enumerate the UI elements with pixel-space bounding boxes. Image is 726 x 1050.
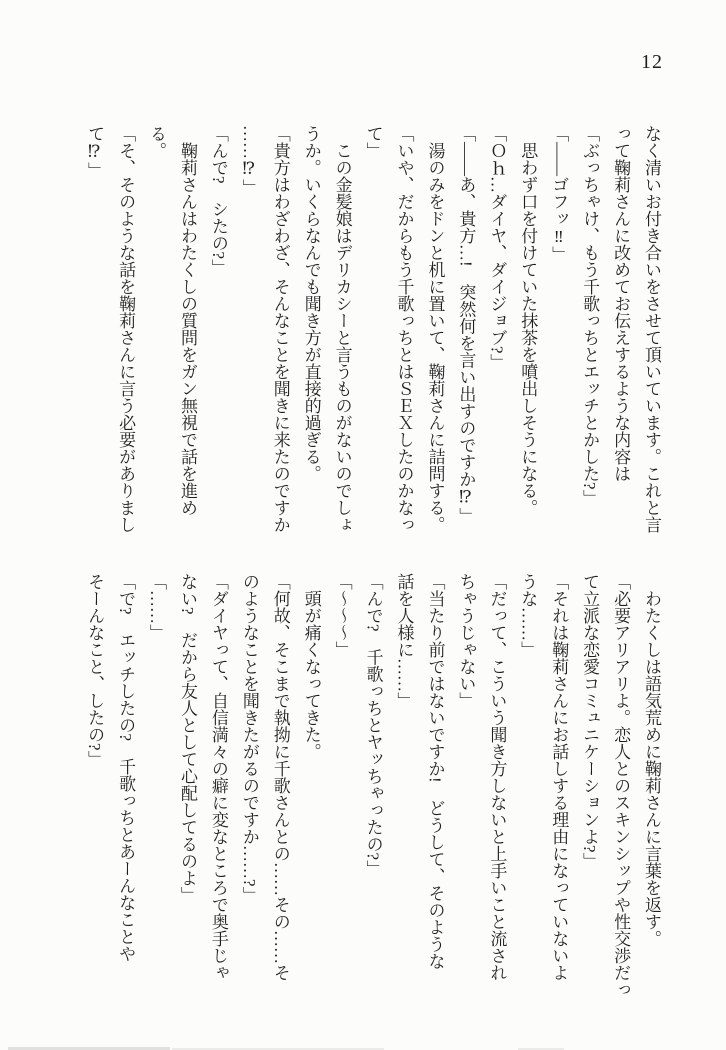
text-line: 鞠莉さんはわたくしの質問をガン無視で話を進め [177, 142, 197, 516]
text-line: 思わず口を付けていた抹茶を噴出しそうになる。 [518, 142, 538, 516]
text-line: なく清いお付き合いをさせて頂いています。これと言 [642, 125, 661, 533]
text-line: 「それは鞠莉さんにお話しする理由になっていないよ [549, 573, 569, 981]
text-line: る。 [147, 125, 166, 159]
text-line: 「ぶっちゃけ、もう千歌っちとエッチとかした?」 [580, 125, 600, 507]
text-line: 「――ゴフッ‼」 [549, 125, 569, 263]
text-line: て⁉」 [85, 125, 105, 179]
text-line: わたくしは語気荒めに鞠莉さんに言葉を返す。 [642, 590, 661, 947]
text-line: 湯のみをドンと机に置いて、鞠莉さんに詰問する。 [425, 142, 445, 533]
text-line: ちゃうじゃない」 [456, 573, 476, 709]
text-line: 「Ｏｈ…ダイヤ、ダイジョブ?」 [487, 125, 507, 371]
text-line: そーんなこと、したの?」 [85, 573, 105, 768]
bottom-text-block [78, 573, 666, 1011]
text-line: て」 [363, 125, 383, 159]
text-line: って鞠莉さんに改めてお伝えするような内容は [611, 125, 631, 482]
text-line: 話を人様に……」 [394, 573, 414, 709]
text-line: 「ダイヤって、自信満々の癖に変なところで奥手じゃ [208, 573, 228, 981]
text-line: ……⁉」 [239, 125, 259, 196]
text-line: 「――あ、貴方…! 突然何を言い出すのですか⁉」 [456, 125, 476, 525]
page-number: 12 [641, 51, 663, 73]
text-line: 「だって、こういう聞き方しないと上手いこと流され [487, 573, 507, 981]
text-line: うな……」 [518, 573, 538, 658]
text-line: 「そ、そのような話を鞠莉さんに言う必要がありまし [116, 125, 136, 533]
text-line: のようなことを聞きたがるのですか……?」 [239, 573, 259, 904]
text-line: 「何故、そこまで執拗に千歌さんとの……その……そ [270, 573, 290, 981]
text-line: ない? だから友人として心配してるのよ」 [177, 573, 197, 904]
text-line: 「貴方はわざわざ、そんなことを聞きに来たのですか [270, 125, 290, 533]
text-line: 頭が痛くなってきた。 [301, 590, 321, 760]
text-line: 「んで? 千歌っちとヤッちゃったの?」 [363, 573, 383, 878]
text-line: 「必要アリアリよ。恋人とのスキンシップや性交渉だっ [611, 573, 631, 998]
text-line: この金髪娘はデリカシーと言うものがないのでしょ [332, 142, 352, 533]
text-line: 「で? エッチしたの? 千歌っちとあーんなことや [116, 573, 136, 963]
text-line: 「〜〜〜」 [332, 573, 352, 658]
text-line: 「当たり前ではないですか! どうして、そのような [425, 573, 445, 970]
text-line: 「いや、だからもう千歌っちとはＳＥＸしたのかなっ [394, 125, 414, 533]
text-line: て立派な恋愛コミュニケーションよ?」 [580, 573, 600, 870]
top-text-block [78, 125, 666, 563]
text-line: 「……」 [147, 573, 166, 641]
text-line: 「んで? シたの?」 [208, 125, 228, 277]
text-line: うか。いくらなんでも聞き方が直接的過ぎる。 [301, 125, 321, 482]
